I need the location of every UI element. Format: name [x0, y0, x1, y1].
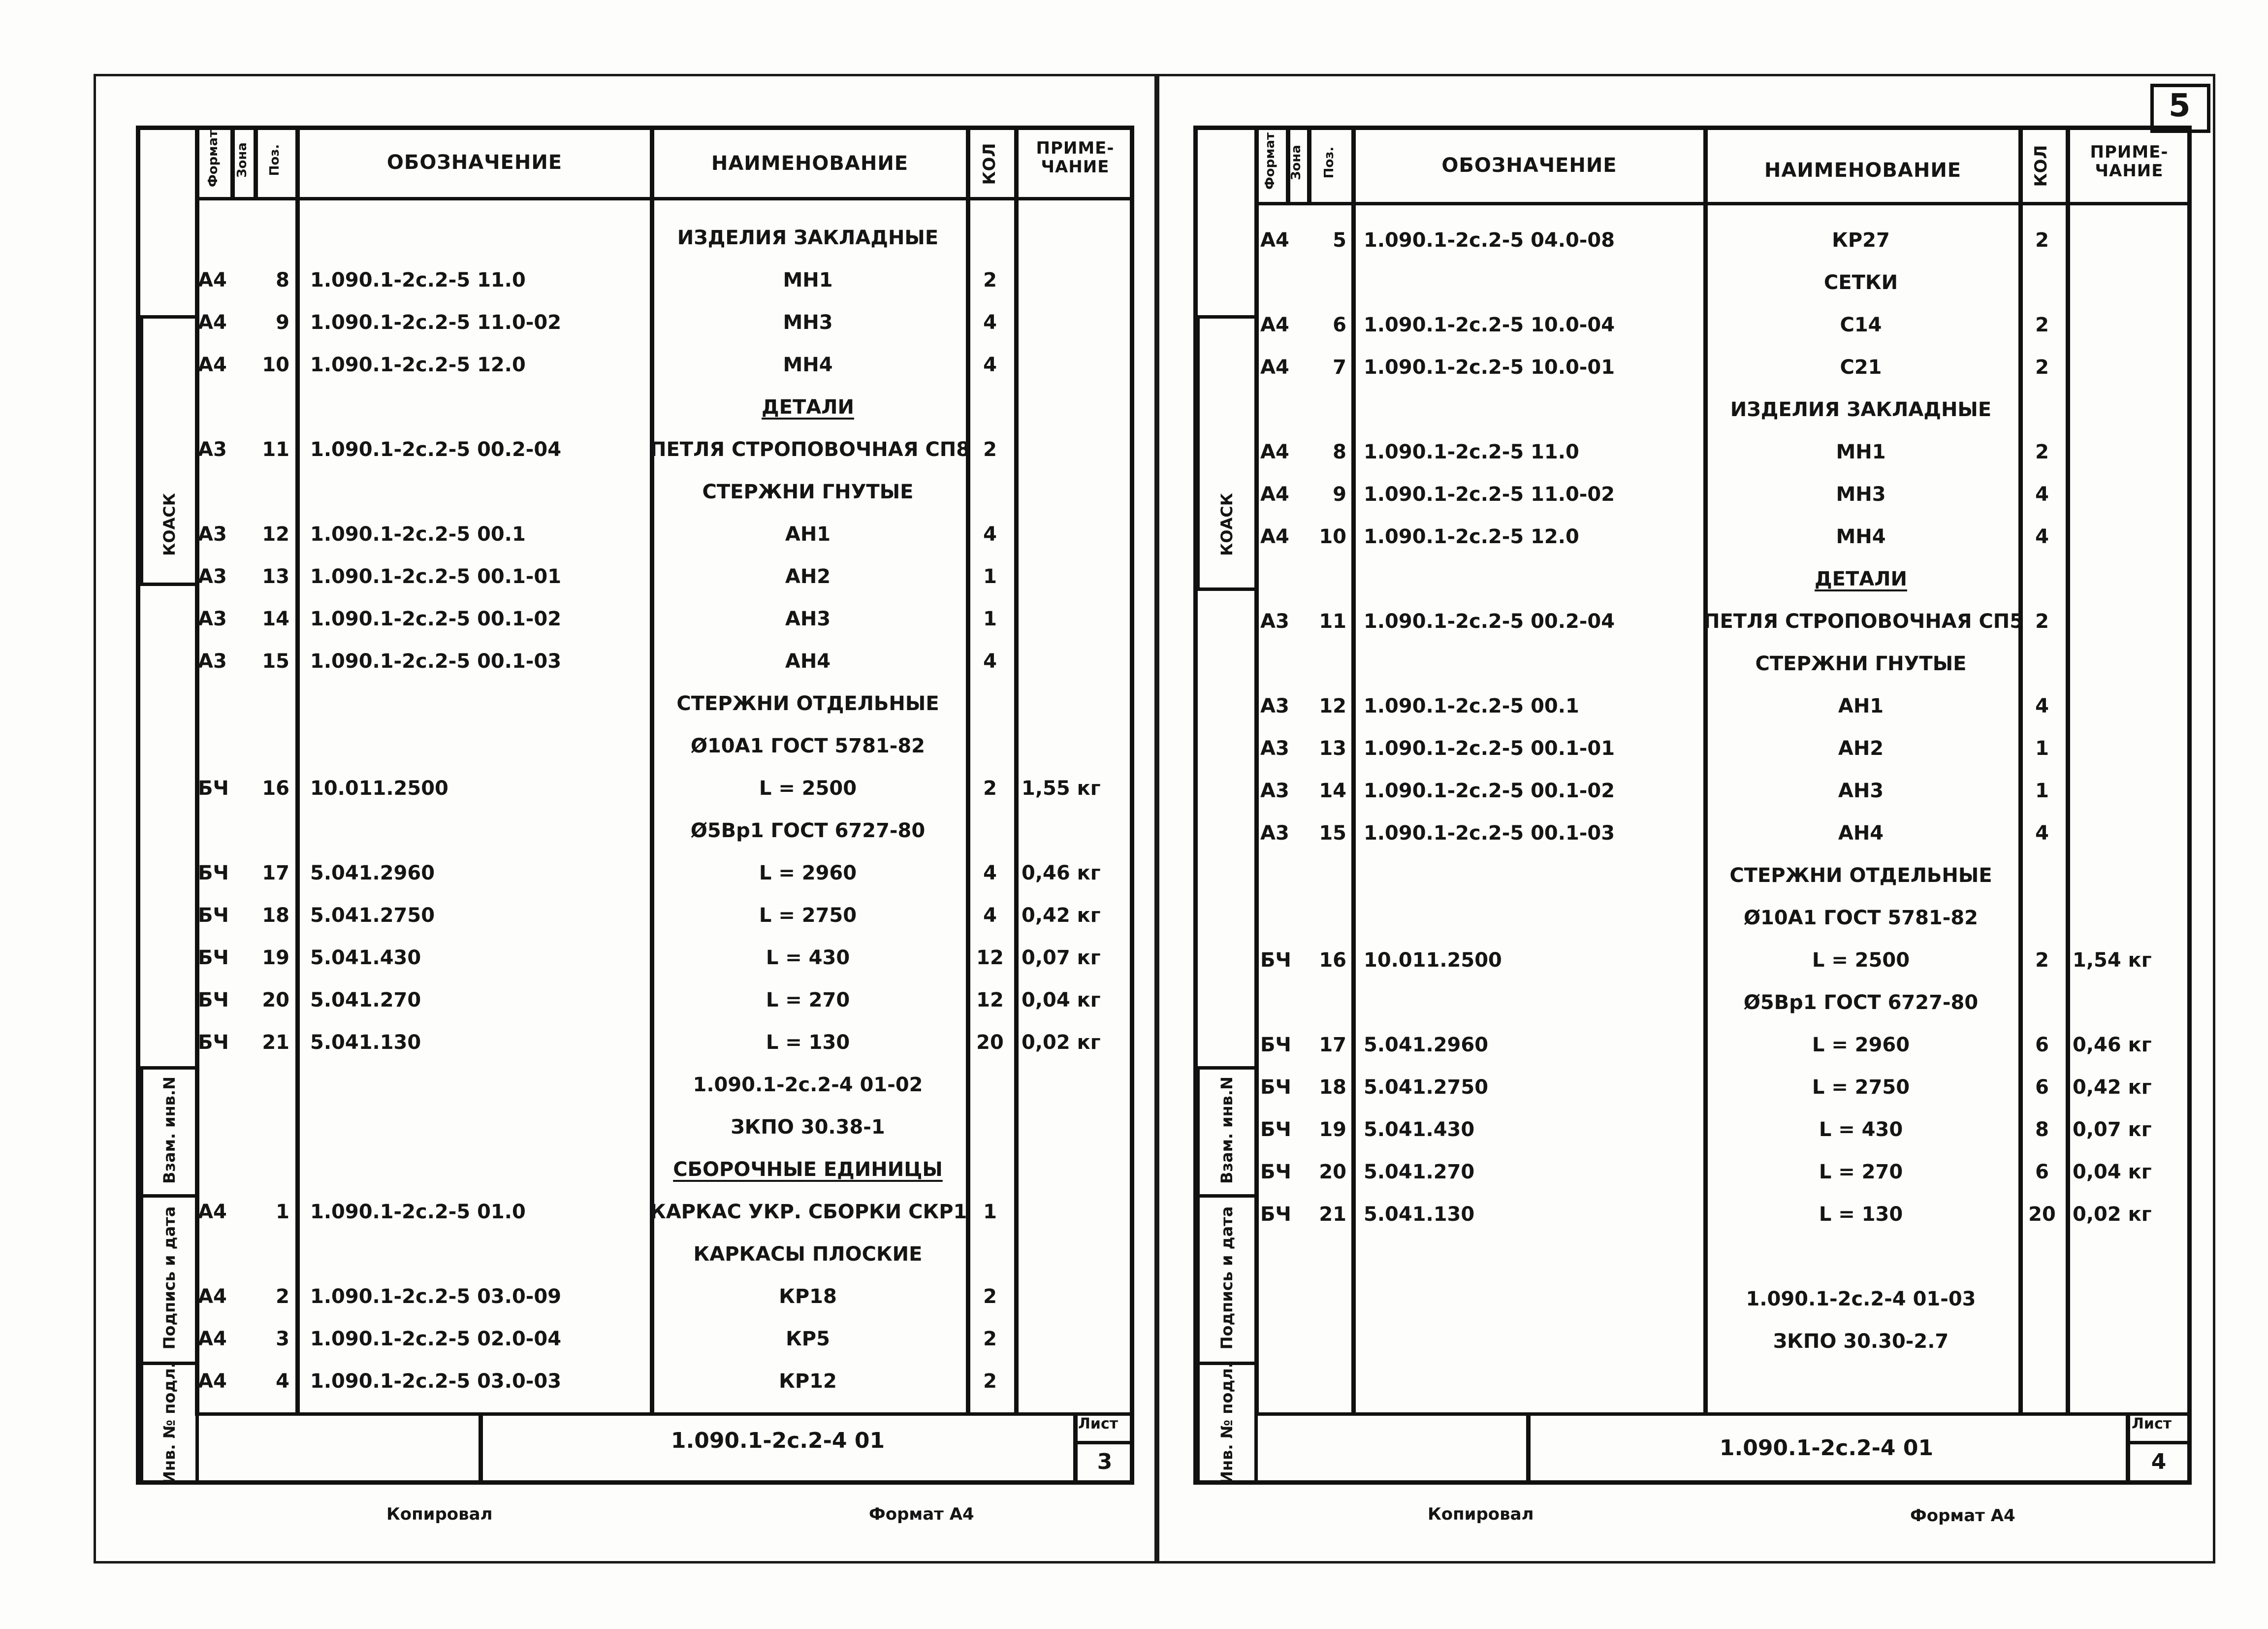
row-format: А3 [1260, 610, 1289, 633]
row-position: 7 [1333, 356, 1346, 379]
row-designation: 1.090.1-2с.2-5 10.0-01 [1364, 356, 1615, 379]
left-stamp-copied: КОАСК [160, 493, 179, 556]
spec-row [0, 770, 2268, 812]
row-position: 19 [1319, 1118, 1346, 1141]
row-format: А3 [198, 438, 227, 461]
row-position: 16 [1319, 949, 1346, 972]
row-name: АН1 [1838, 695, 1884, 717]
row-designation: 1.090.1-2с.2-5 12.0 [310, 354, 526, 376]
left-stamp-inv: Инв. № подл. [160, 1362, 179, 1484]
left-header-pos: Поз. [267, 144, 282, 176]
row-name: СБОРОЧНЫЕ ЕДИНИЦЫ [673, 1158, 943, 1181]
left-title-block-divider [1073, 1412, 1078, 1485]
row-designation: 1.090.1-2с.2-5 01.0 [310, 1201, 526, 1223]
row-name: Ø10А1 ГОСТ 5781-82 [1743, 907, 1979, 929]
row-quantity: 12 [976, 946, 1004, 969]
row-position: 14 [1319, 780, 1346, 802]
row-name: 1.090.1-2с.2-4 01-03 [1746, 1288, 1976, 1310]
row-designation: 1.090.1-2с.2-5 00.2-04 [1364, 610, 1615, 633]
row-quantity: 2 [983, 269, 997, 292]
right-doc-code: 1.090.1-2с.2-4 01 [1719, 1435, 1934, 1461]
left-format-caption: Формат А4 [869, 1504, 974, 1524]
row-name: ЗКПО 30.30-2.7 [1773, 1330, 1949, 1353]
row-name: ПЕТЛЯ СТРОПОВОЧНАЯ СП8 [650, 438, 970, 461]
row-position: 8 [276, 269, 289, 292]
row-name: АН2 [785, 565, 831, 588]
row-name: ЗКПО 30.38-1 [731, 1116, 885, 1139]
row-quantity: 6 [2035, 1034, 2049, 1056]
spec-row [0, 558, 2268, 600]
row-position: 11 [262, 438, 289, 461]
row-designation: 1.090.1-2с.2-5 11.0-02 [1364, 483, 1615, 506]
row-format: А4 [1260, 229, 1289, 252]
left-header-separator [195, 197, 1134, 200]
spec-row [0, 812, 2268, 854]
row-format: А4 [1260, 483, 1289, 506]
row-name: СТЕРЖНИ ГНУТЫЕ [1755, 652, 1967, 675]
row-position: 21 [262, 1031, 289, 1054]
row-position: 14 [262, 608, 289, 630]
row-quantity: 2 [983, 1370, 997, 1393]
row-format: А3 [198, 523, 227, 546]
left-copied-by: Копировал [386, 1504, 493, 1524]
right-sheet-label: Лист [2132, 1415, 2172, 1433]
right-header-pos: Поз. [1322, 146, 1337, 179]
row-quantity: 6 [2035, 1161, 2049, 1183]
left-col-line [230, 126, 235, 197]
row-name: L = 430 [766, 946, 850, 969]
row-quantity: 4 [983, 862, 997, 884]
row-name: Ø10А1 ГОСТ 5781-82 [690, 735, 926, 757]
row-designation: 1.090.1-2с.2-5 12.0 [1364, 525, 1579, 548]
row-name: КР27 [1832, 229, 1890, 252]
row-format: А4 [198, 1370, 227, 1393]
row-name: МН1 [783, 269, 833, 292]
row-designation: 10.011.2500 [310, 777, 448, 800]
row-name: МН4 [783, 354, 833, 376]
row-format: БЧ [198, 904, 229, 927]
row-position: 9 [1333, 483, 1346, 506]
right-title-block-line [2126, 1441, 2192, 1444]
row-quantity: 4 [983, 904, 997, 927]
row-position: 10 [1319, 525, 1346, 548]
row-format: БЧ [1260, 1161, 1291, 1183]
row-format: А3 [198, 565, 227, 588]
row-note: 0,46 кг [2073, 1034, 2152, 1056]
row-position: 13 [262, 565, 289, 588]
row-format: БЧ [1260, 1203, 1291, 1226]
spec-row [0, 261, 2268, 304]
right-copied-by: Копировал [1428, 1504, 1534, 1524]
row-note: 0,42 кг [2073, 1076, 2152, 1099]
right-corner-page-number: 5 [2169, 88, 2191, 124]
row-name: КР5 [786, 1328, 830, 1350]
spec-row [0, 1278, 2268, 1320]
row-name: МН3 [783, 311, 833, 334]
left-sheet-number: 3 [1097, 1449, 1113, 1474]
row-name: L = 2960 [759, 862, 857, 884]
row-name: СЕТКИ [1823, 271, 1898, 294]
row-designation: 1.090.1-2с.2-5 00.2-04 [310, 438, 562, 461]
row-position: 17 [262, 862, 289, 884]
row-quantity: 2 [2035, 441, 2049, 463]
row-note: 0,04 кг [2073, 1161, 2152, 1183]
row-position: 20 [262, 989, 289, 1011]
row-position: 13 [1319, 737, 1346, 760]
row-quantity: 8 [2035, 1118, 2049, 1141]
row-designation: 1.090.1-2с.2-5 11.0-02 [310, 311, 562, 334]
row-designation: 1.090.1-2с.2-5 00.1-01 [1364, 737, 1615, 760]
row-position: 10 [262, 354, 289, 376]
row-format: БЧ [198, 777, 229, 800]
row-quantity: 2 [983, 438, 997, 461]
spec-row [0, 981, 2268, 1024]
row-name: МН4 [1836, 525, 1886, 548]
row-format: А4 [1260, 525, 1289, 548]
row-name: С21 [1840, 356, 1882, 379]
row-name: СТЕРЖНИ ОТДЕЛЬНЫЕ [1729, 864, 1992, 887]
row-position: 18 [262, 904, 289, 927]
spec-row [0, 346, 2268, 389]
right-header-qty: КОЛ [2031, 145, 2051, 187]
row-format: А3 [1260, 695, 1289, 717]
row-name: L = 270 [1819, 1161, 1903, 1183]
right-header-note: ПРИМЕ- ЧАНИЕ [2090, 142, 2169, 181]
row-position: 5 [1333, 229, 1346, 252]
row-quantity: 2 [983, 1285, 997, 1308]
row-designation: 1.090.1-2с.2-5 02.0-04 [310, 1328, 562, 1350]
row-format: А4 [198, 1285, 227, 1308]
row-designation: 5.041.270 [310, 989, 421, 1011]
row-name: L = 2960 [1812, 1034, 1910, 1056]
row-name: СТЕРЖНИ ОТДЕЛЬНЫЕ [676, 692, 939, 715]
row-note: 0,02 кг [2073, 1203, 2152, 1226]
spec-row [0, 1236, 2268, 1278]
row-format: А3 [1260, 822, 1289, 845]
row-format: БЧ [1260, 1034, 1291, 1056]
spec-row [0, 727, 2268, 770]
right-header-format: Формат [1263, 132, 1278, 190]
row-format: А3 [198, 608, 227, 630]
row-designation: 5.041.430 [310, 946, 421, 969]
right-title-block-divider [1526, 1412, 1531, 1485]
left-title-block-divider [479, 1412, 483, 1485]
row-position: 15 [262, 650, 289, 673]
row-designation: 1.090.1-2с.2-5 10.0-04 [1364, 314, 1615, 336]
row-quantity: 6 [2035, 1076, 2049, 1099]
row-note: 0,04 кг [1022, 989, 1101, 1011]
row-position: 21 [1319, 1203, 1346, 1226]
right-title-block-line [1254, 1412, 2192, 1416]
row-name: С14 [1840, 314, 1882, 336]
row-format: А4 [198, 1328, 227, 1350]
spec-row [0, 431, 2268, 473]
row-name: ПЕТЛЯ СТРОПОВОЧНАЯ СП5 [1703, 610, 2024, 633]
row-quantity: 4 [983, 311, 997, 334]
row-quantity: 20 [976, 1031, 1004, 1054]
row-position: 12 [262, 523, 289, 546]
row-name: ДЕТАЛИ [762, 396, 854, 419]
spec-row [0, 389, 2268, 431]
row-format: А3 [1260, 737, 1289, 760]
row-name: Ø5Вр1 ГОСТ 6727-80 [690, 819, 926, 842]
row-note: 0,46 кг [1022, 862, 1101, 884]
row-format: А3 [1260, 780, 1289, 802]
right-col-line [1307, 126, 1311, 202]
row-designation: 1.090.1-2с.2-5 00.1-02 [1364, 780, 1615, 802]
row-designation: 1.090.1-2с.2-5 00.1-01 [310, 565, 562, 588]
row-position: 16 [262, 777, 289, 800]
row-format: БЧ [198, 1031, 229, 1054]
row-name: АН3 [785, 608, 831, 630]
spec-row [0, 1151, 2268, 1193]
row-position: 6 [1333, 314, 1346, 336]
row-name: АН4 [785, 650, 831, 673]
spec-row [0, 939, 2268, 981]
row-position: 8 [1333, 441, 1346, 463]
right-title-block-divider [2126, 1412, 2130, 1485]
right-header-zone: Зона [1289, 145, 1304, 180]
row-name: АН3 [1838, 780, 1884, 802]
row-position: 20 [1319, 1161, 1346, 1183]
row-designation: 5.041.430 [1364, 1118, 1475, 1141]
spec-row [0, 304, 2268, 346]
right-stamp-vzam: Взам. инв.N [1217, 1076, 1236, 1184]
right-header-name: НАИМЕНОВАНИЕ [1764, 159, 1962, 182]
spec-row [0, 685, 2268, 727]
right-format-caption: Формат А4 [1910, 1506, 2015, 1526]
row-quantity: 2 [2035, 610, 2049, 633]
row-name: АН1 [785, 523, 831, 546]
row-name: КР12 [779, 1370, 837, 1393]
row-name: СТЕРЖНИ ГНУТЫЕ [702, 481, 914, 503]
spec-row [0, 1066, 2268, 1108]
row-position: 3 [276, 1328, 289, 1350]
spec-row [0, 897, 2268, 939]
row-position: 4 [276, 1370, 289, 1393]
row-quantity: 4 [983, 354, 997, 376]
row-position: 17 [1319, 1034, 1346, 1056]
spec-row [0, 1320, 2268, 1363]
row-name: 1.090.1-2с.2-4 01-02 [693, 1074, 923, 1096]
row-quantity: 4 [2035, 483, 2049, 506]
spec-row [0, 1193, 2268, 1236]
left-header-designation: ОБОЗНАЧЕНИЕ [386, 151, 563, 174]
row-format: БЧ [198, 989, 229, 1011]
row-name: L = 270 [766, 989, 850, 1011]
right-header-designation: ОБОЗНАЧЕНИЕ [1441, 154, 1617, 177]
row-designation: 5.041.130 [310, 1031, 421, 1054]
left-header-name: НАИМЕНОВАНИЕ [711, 152, 909, 175]
row-quantity: 2 [2035, 229, 2049, 252]
left-title-block-line [1073, 1441, 1134, 1444]
left-col-line [254, 126, 258, 197]
row-note: 0,07 кг [2073, 1118, 2152, 1141]
row-designation: 1.090.1-2с.2-5 00.1-03 [310, 650, 562, 673]
right-stamp-inv: Инв. № подл. [1217, 1362, 1236, 1484]
row-designation: 10.011.2500 [1364, 949, 1502, 972]
row-format: БЧ [198, 946, 229, 969]
left-doc-code: 1.090.1-2с.2-4 01 [671, 1428, 885, 1453]
row-name: АН2 [1838, 737, 1884, 760]
row-name: L = 2750 [1812, 1076, 1910, 1099]
row-quantity: 4 [2035, 822, 2049, 845]
row-name: L = 2500 [759, 777, 857, 800]
right-stamp-podpis: Подпись и дата [1217, 1206, 1236, 1350]
right-sheet-number: 4 [2151, 1449, 2167, 1474]
row-note: 0,42 кг [1022, 904, 1101, 927]
left-stamp-vzam: Взам. инв.N [160, 1076, 179, 1184]
row-format: А4 [198, 311, 227, 334]
row-designation: 5.041.270 [1364, 1161, 1475, 1183]
row-name: Ø5Вр1 ГОСТ 6727-80 [1743, 991, 1979, 1014]
row-format: А4 [1260, 441, 1289, 463]
row-designation: 1.090.1-2с.2-5 03.0-09 [310, 1285, 562, 1308]
row-name: КР18 [779, 1285, 837, 1308]
spec-row [0, 516, 2268, 558]
row-quantity: 20 [2028, 1203, 2056, 1226]
row-quantity: 1 [983, 608, 997, 630]
left-stamp-podpis: Подпись и дата [160, 1206, 179, 1350]
row-name: ИЗДЕЛИЯ ЗАКЛАДНЫЕ [1730, 398, 1992, 421]
row-name: L = 130 [766, 1031, 850, 1054]
row-designation: 5.041.2960 [1364, 1034, 1489, 1056]
row-note: 1,54 кг [2073, 949, 2152, 972]
spec-row [0, 600, 2268, 643]
row-format: БЧ [198, 862, 229, 884]
row-name: L = 2500 [1812, 949, 1910, 972]
row-position: 19 [262, 946, 289, 969]
row-position: 18 [1319, 1076, 1346, 1099]
row-quantity: 1 [2035, 780, 2049, 802]
row-position: 11 [1319, 610, 1346, 633]
row-format: А4 [198, 269, 227, 292]
row-position: 12 [1319, 695, 1346, 717]
row-designation: 5.041.2750 [310, 904, 435, 927]
row-quantity: 2 [983, 1328, 997, 1350]
row-designation: 1.090.1-2с.2-5 00.1-02 [310, 608, 562, 630]
left-sheet-label: Лист [1078, 1415, 1118, 1433]
row-name: L = 130 [1819, 1203, 1903, 1226]
row-designation: 1.090.1-2с.2-5 00.1 [310, 523, 526, 546]
row-format: А4 [198, 1201, 227, 1223]
row-name: МН1 [1836, 441, 1886, 463]
row-designation: 5.041.2960 [310, 862, 435, 884]
row-quantity: 4 [2035, 695, 2049, 717]
row-position: 2 [276, 1285, 289, 1308]
right-header-separator [1254, 202, 2192, 205]
left-title-block-line [195, 1412, 1134, 1416]
row-quantity: 12 [976, 989, 1004, 1011]
right-stamp-copied: КОАСК [1217, 493, 1236, 556]
row-designation: 1.090.1-2с.2-5 00.1-03 [1364, 822, 1615, 845]
spec-row [0, 1108, 2268, 1151]
row-format: А3 [198, 650, 227, 673]
left-header-note: ПРИМЕ- ЧАНИЕ [1036, 138, 1115, 177]
row-quantity: 1 [983, 1201, 997, 1223]
row-designation: 5.041.2750 [1364, 1076, 1489, 1099]
row-position: 15 [1319, 822, 1346, 845]
row-name: L = 430 [1819, 1118, 1903, 1141]
row-quantity: 1 [983, 565, 997, 588]
row-quantity: 2 [2035, 356, 2049, 379]
row-name: МН3 [1836, 483, 1886, 506]
row-quantity: 4 [983, 650, 997, 673]
spec-row [0, 854, 2268, 897]
row-note: 0,07 кг [1022, 946, 1101, 969]
row-name: ИЗДЕЛИЯ ЗАКЛАДНЫЕ [677, 227, 939, 249]
left-header-zone: Зона [235, 142, 250, 178]
row-designation: 1.090.1-2с.2-5 00.1 [1364, 695, 1579, 717]
row-quantity: 2 [2035, 314, 2049, 336]
row-quantity: 2 [2035, 949, 2049, 972]
row-name: КАРКАС УКР. СБОРКИ СКР1 [650, 1201, 967, 1223]
spec-row [0, 1024, 2268, 1066]
row-format: БЧ [1260, 1118, 1291, 1141]
row-quantity: 4 [2035, 525, 2049, 548]
spec-row [0, 473, 2268, 516]
row-note: 1,55 кг [1022, 777, 1101, 800]
row-designation: 1.090.1-2с.2-5 11.0 [1364, 441, 1579, 463]
left-header-qty: КОЛ [980, 143, 999, 185]
row-designation: 1.090.1-2с.2-5 11.0 [310, 269, 526, 292]
row-format: БЧ [1260, 949, 1291, 972]
row-quantity: 1 [2035, 737, 2049, 760]
row-designation: 1.090.1-2с.2-5 04.0-08 [1364, 229, 1615, 252]
row-format: БЧ [1260, 1076, 1291, 1099]
row-format: А4 [198, 354, 227, 376]
row-format: А4 [1260, 314, 1289, 336]
row-name: ДЕТАЛИ [1815, 568, 1907, 590]
row-designation: 5.041.130 [1364, 1203, 1475, 1226]
row-name: АН4 [1838, 822, 1884, 845]
row-position: 9 [276, 311, 289, 334]
row-note: 0,02 кг [1022, 1031, 1101, 1054]
spec-row [0, 219, 2268, 261]
row-name: L = 2750 [759, 904, 857, 927]
row-name: КАРКАСЫ ПЛОСКИЕ [693, 1243, 923, 1266]
spec-row [0, 643, 2268, 685]
row-position: 1 [276, 1201, 289, 1223]
row-quantity: 4 [983, 523, 997, 546]
row-quantity: 2 [983, 777, 997, 800]
row-format: А4 [1260, 356, 1289, 379]
left-header-format: Формат [206, 130, 221, 187]
row-designation: 1.090.1-2с.2-5 03.0-03 [310, 1370, 562, 1393]
